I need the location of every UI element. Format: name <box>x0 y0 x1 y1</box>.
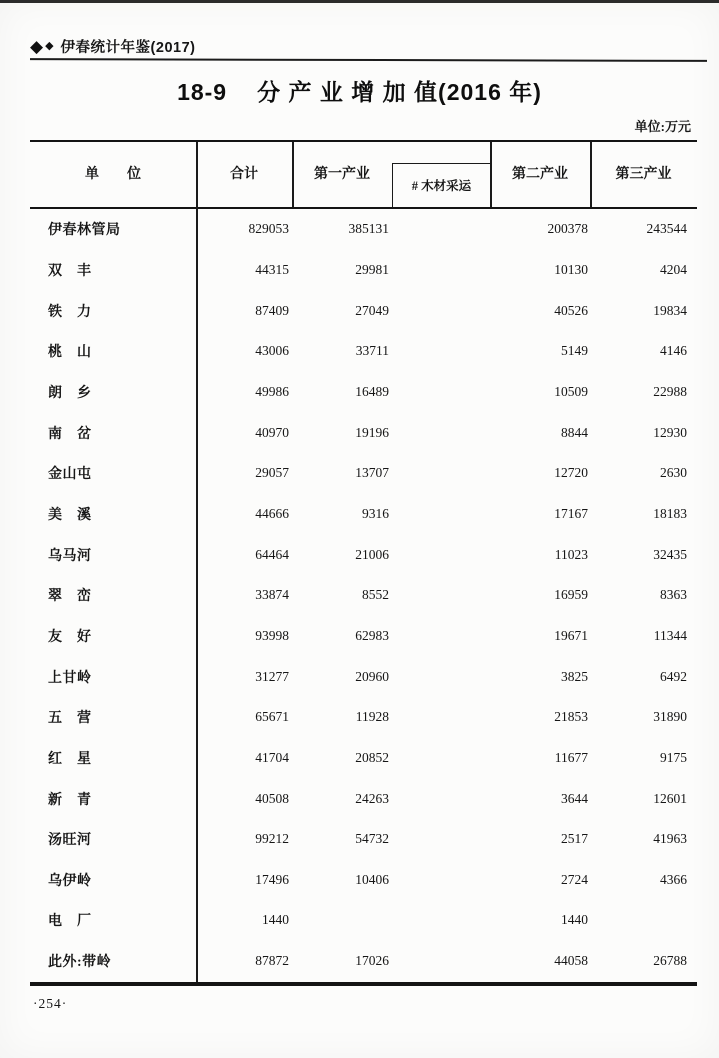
diamond-icon-small: ◆ <box>45 39 54 52</box>
table-row <box>30 616 697 657</box>
row-label: 金山屯 <box>48 467 92 483</box>
table-row <box>30 534 697 575</box>
cell-total: 99212 <box>255 831 289 847</box>
cell-primary-industry: 385131 <box>348 221 389 237</box>
row-label: 双 丰 <box>48 263 92 279</box>
row-label: 五 营 <box>48 711 92 727</box>
yearbook-title: 伊春统计年鉴(2017) <box>60 39 196 56</box>
cell-total: 87872 <box>255 953 289 969</box>
cell-primary-industry: 24263 <box>355 790 389 806</box>
cell-secondary-industry: 8844 <box>561 424 588 440</box>
cell-secondary-industry: 16959 <box>554 587 588 603</box>
cell-tertiary-industry: 4204 <box>660 261 687 277</box>
row-label: 乌马河 <box>48 548 92 564</box>
cell-primary-industry: 17026 <box>355 953 389 969</box>
cell-total: 43006 <box>255 343 289 359</box>
table-row <box>30 575 697 616</box>
row-label: 乌伊岭 <box>48 873 92 889</box>
row-label: 朗 乡 <box>48 385 92 401</box>
stub-column-divider <box>196 142 198 982</box>
table-row <box>30 941 697 982</box>
table-title <box>0 74 719 107</box>
cell-tertiary-industry: 19834 <box>653 302 687 318</box>
cell-tertiary-industry: 243544 <box>646 221 687 237</box>
table-number: 18-9 <box>177 79 228 105</box>
cell-primary-industry: 33711 <box>355 343 389 359</box>
table-row <box>30 290 697 331</box>
cell-total: 829053 <box>248 221 289 237</box>
table-row <box>30 819 697 860</box>
data-table <box>30 140 697 986</box>
cell-primary-industry: 29981 <box>355 261 389 277</box>
row-label: 南 岔 <box>48 426 92 442</box>
table-header-row <box>30 142 697 209</box>
cell-total: 29057 <box>255 465 289 481</box>
cell-primary-industry: 16489 <box>355 383 389 399</box>
table-row <box>30 697 697 738</box>
cell-tertiary-industry: 12930 <box>653 424 687 440</box>
header-divider <box>590 142 592 207</box>
cell-tertiary-industry: 26788 <box>653 953 687 969</box>
table-row <box>30 860 697 901</box>
cell-secondary-industry: 17167 <box>554 505 588 521</box>
page-number: ·254· <box>33 996 68 1011</box>
row-label: 桃 山 <box>48 345 92 361</box>
cell-secondary-industry: 1440 <box>561 912 588 928</box>
cell-secondary-industry: 21853 <box>554 709 588 725</box>
cell-tertiary-industry: 4146 <box>660 343 687 359</box>
row-label: 翠 峦 <box>48 589 92 605</box>
cell-total: 93998 <box>255 627 289 643</box>
cell-total: 31277 <box>255 668 289 684</box>
cell-primary-industry: 54732 <box>355 831 389 847</box>
table-row <box>30 778 697 819</box>
table-name: 分 产 业 增 加 值(2016 年) <box>257 79 542 105</box>
cell-secondary-industry: 44058 <box>554 953 588 969</box>
cell-primary-industry: 9316 <box>362 505 389 521</box>
cell-total: 17496 <box>255 871 289 887</box>
row-label: 红 星 <box>48 751 92 767</box>
cell-tertiary-industry: 12601 <box>653 790 687 806</box>
col-header-unit: 单 位 <box>85 167 141 182</box>
cell-total: 40970 <box>255 424 289 440</box>
row-label: 电 厂 <box>48 914 92 930</box>
cell-secondary-industry: 11677 <box>554 749 588 765</box>
cell-total: 41704 <box>255 749 289 765</box>
table-row <box>30 453 697 494</box>
row-label: 上甘岭 <box>48 670 92 686</box>
header-divider <box>292 142 294 207</box>
table-row <box>30 209 697 250</box>
cell-total: 49986 <box>255 383 289 399</box>
cell-primary-industry: 10406 <box>355 871 389 887</box>
table-row <box>30 250 697 291</box>
cell-secondary-industry: 12720 <box>554 465 588 481</box>
table-row <box>30 372 697 413</box>
col-header-timber-harvesting: # 木材采运 <box>392 163 490 207</box>
cell-secondary-industry: 3644 <box>561 790 588 806</box>
table-row <box>30 656 697 697</box>
table-body <box>30 209 697 982</box>
cell-primary-industry: 8552 <box>362 587 389 603</box>
row-label: 美 溪 <box>48 507 92 523</box>
cell-tertiary-industry: 9175 <box>660 749 687 765</box>
table-row <box>30 494 697 535</box>
cell-primary-industry: 27049 <box>355 302 389 318</box>
cell-secondary-industry: 40526 <box>554 302 588 318</box>
cell-tertiary-industry: 31890 <box>653 709 687 725</box>
row-label: 友 好 <box>48 629 92 645</box>
cell-total: 33874 <box>255 587 289 603</box>
cell-tertiary-industry: 22988 <box>653 383 687 399</box>
cell-secondary-industry: 2517 <box>561 831 588 847</box>
cell-tertiary-industry: 4366 <box>660 871 687 887</box>
cell-total: 64464 <box>255 546 289 562</box>
col-header-primary-industry: 第一产业 <box>314 167 370 182</box>
cell-secondary-industry: 200378 <box>547 221 588 237</box>
cell-total: 1440 <box>262 912 289 928</box>
cell-secondary-industry: 5149 <box>561 343 588 359</box>
cell-tertiary-industry: 8363 <box>660 587 687 603</box>
table-row <box>30 412 697 453</box>
cell-tertiary-industry: 6492 <box>660 668 687 684</box>
cell-secondary-industry: 2724 <box>561 871 588 887</box>
unit-note: 单位:万元 <box>634 119 691 134</box>
diamond-icon: ◆ <box>30 36 44 56</box>
cell-tertiary-industry: 41963 <box>653 831 687 847</box>
cell-total: 44315 <box>255 261 289 277</box>
scan-edge-line <box>0 0 719 3</box>
cell-tertiary-industry: 2630 <box>660 465 687 481</box>
col-header-tertiary-industry: 第三产业 <box>615 167 672 182</box>
cell-tertiary-industry: 18183 <box>653 505 687 521</box>
cell-primary-industry: 62983 <box>355 627 389 643</box>
cell-secondary-industry: 10509 <box>554 383 588 399</box>
row-label: 伊春林管局 <box>48 223 121 239</box>
cell-secondary-industry: 11023 <box>554 546 588 562</box>
cell-secondary-industry: 3825 <box>561 668 588 684</box>
cell-total: 44666 <box>255 505 289 521</box>
cell-tertiary-industry: 11344 <box>653 627 687 643</box>
cell-primary-industry: 20852 <box>355 749 389 765</box>
cell-total: 40508 <box>255 790 289 806</box>
row-label: 汤旺河 <box>48 833 92 849</box>
book-header <box>30 36 195 56</box>
cell-tertiary-industry: 32435 <box>653 546 687 562</box>
cell-primary-industry: 21006 <box>355 546 389 562</box>
cell-primary-industry: 19196 <box>355 424 389 440</box>
row-label: 此外:带岭 <box>48 955 112 971</box>
row-label: 铁 力 <box>48 304 92 320</box>
cell-primary-industry: 11928 <box>355 709 389 725</box>
col-header-secondary-industry: 第二产业 <box>512 167 568 182</box>
cell-secondary-industry: 10130 <box>554 261 588 277</box>
col-header-total: 合计 <box>230 167 258 182</box>
header-divider <box>490 142 492 207</box>
cell-secondary-industry: 19671 <box>554 627 588 643</box>
table-row <box>30 331 697 372</box>
cell-primary-industry: 20960 <box>355 668 389 684</box>
row-label: 新 青 <box>48 792 92 808</box>
table-row <box>30 738 697 779</box>
cell-primary-industry: 13707 <box>355 465 389 481</box>
cell-total: 87409 <box>255 302 289 318</box>
table-row <box>30 900 697 941</box>
cell-total: 65671 <box>255 709 289 725</box>
header-rule <box>30 58 707 62</box>
